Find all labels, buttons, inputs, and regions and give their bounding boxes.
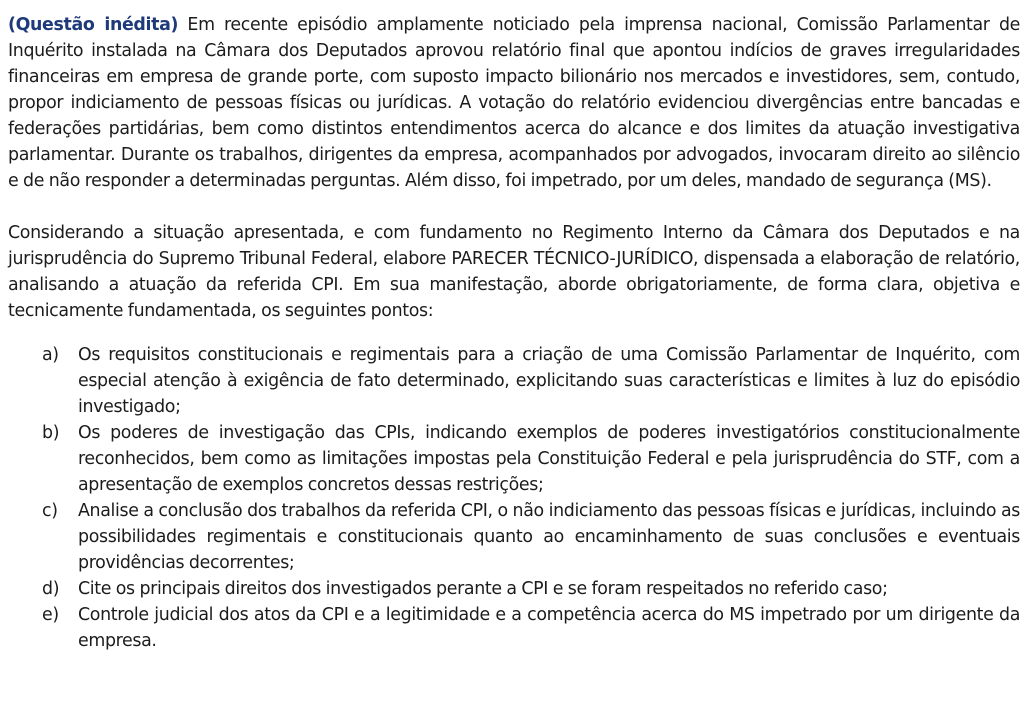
intro-paragraph bbox=[8, 12, 1020, 194]
intro-text: Em recente episódio amplamente noticiado pela imprensa nacional, Comissão Parlamentar de Inquérito instalada na Câmara dos Deputados aprovou relatório final que apontou indícios de graves irregularidades financeiras em empresa de grande porte, com suposto impacto bilionário nos mercados e investidores, sem, contudo, propor indiciamento de pessoas físicas ou jurídicas. A votação do relatório evidenciou divergências entre bancadas e federações partidárias, bem como distintos entendimentos acerca do alcance e dos limites da atuação investigativa parlamentar. Durante os trabalhos, dirigentes da empresa, acompanhados por advogados, invocaram direito ao silêncio e de não responder a determinadas perguntas. Além disso, foi impetrado, por um deles, mandado de segurança (MS). bbox=[8, 15, 1020, 191]
topics-list bbox=[8, 342, 1020, 654]
list-item-label: e) bbox=[42, 605, 59, 625]
list-item-label: c) bbox=[42, 501, 58, 521]
list-item-text: Cite os principais direitos dos investigados perante a CPI e se foram respeitados no referido caso; bbox=[78, 579, 888, 599]
list-item-label: b) bbox=[42, 423, 60, 443]
list-item-text: Analise a conclusão dos trabalhos da referida CPI, o não indiciamento das pessoas físicas e jurídicas, incluindo as possibilidades regimentais e constitucionais quanto ao encaminhamento de suas conclusões e eventuais providências decorrentes; bbox=[78, 501, 1020, 573]
list-item bbox=[8, 420, 1020, 498]
list-item-label: d) bbox=[42, 579, 60, 599]
list-item bbox=[8, 498, 1020, 576]
list-item bbox=[8, 342, 1020, 420]
list-item-text: Controle judicial dos atos da CPI e a legitimidade e a competência acerca do MS impetrado por um dirigente da empresa. bbox=[78, 605, 1020, 651]
instruction-paragraph: Considerando a situação apresentada, e com fundamento no Regimento Interno da Câmara dos Deputados e na jurisprudência do Supremo Tribunal Federal, elabore PARECER TÉCNICO-JURÍDICO, dispensada a elaboração de relatório, analisando a atuação da referida CPI. Em sua manifestação, aborde obrigatoriamente, de forma clara, objetiva e tecnicamente fundamentada, os seguintes pontos: bbox=[8, 223, 1020, 321]
question-tag: (Questão inédita) bbox=[8, 15, 179, 35]
list-item bbox=[8, 602, 1020, 654]
list-item-text: Os poderes de investigação das CPIs, indicando exemplos de poderes investigatórios constitucionalmente reconhecidos, bem como as limitações impostas pela Constituição Federal e pela jurisprudência do STF, com a apresentação de exemplos concretos dessas restrições; bbox=[78, 423, 1020, 495]
list-item-label: a) bbox=[42, 345, 59, 365]
list-item bbox=[8, 576, 1020, 602]
question-document bbox=[8, 12, 1020, 654]
list-item-text: Os requisitos constitucionais e regimentais para a criação de uma Comissão Parlamentar de Inquérito, com especial atenção à exigência de fato determinado, explicitando suas características e limites à luz do episódio investigado; bbox=[78, 345, 1020, 417]
